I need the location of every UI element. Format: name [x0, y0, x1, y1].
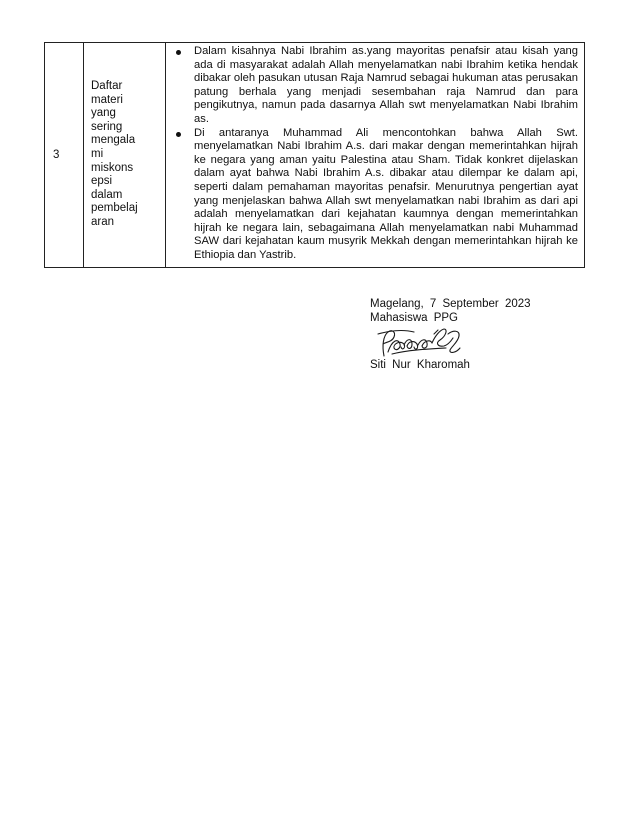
row-number: 3 [45, 43, 84, 268]
content-cell [166, 43, 585, 268]
signer-name: Siti Nur Kharomah [370, 359, 470, 372]
topic-line: mi [91, 147, 104, 160]
signature-block [370, 298, 531, 373]
bullet-icon [176, 50, 181, 55]
bullet-item [172, 127, 578, 263]
place-date: Magelang, 7 September 2023 [370, 298, 531, 310]
bullet-icon [176, 132, 181, 137]
bullet-text: Di antaranya Muhammad Ali mencontohkan bahwa Allah Swt. menyelamatkan Nabi Ibrahim A.s. dari makar dengan memerintahkan hijrah ke negara yang aman yaitu Palestina atau Sham. Tidak konkret dijelaskan dalam ayat bahwa Nabi Ibrahim A.s. dibakar atau dilempar ke dalam api, seperti dalam pemahaman mayoritas penafsir. Menurutnya pengertian ayat yang menjelaskan bahwa Allah swt menyelamatkan nabi Ibrahim as dari api adalah menyelamatkan dari kejahatan kaumnya dengan memerintahkan hijrah ke negara lain, sebagaimana Allah menyelamatkan nabi Muhammad SAW dari kejahatan kaum musyrik Mekkah dengan memerintahkan hijrah ke Ethiopia dan Yastrib. [194, 126, 578, 261]
topic-line: Daftar [91, 79, 123, 92]
topic-line: aran [91, 215, 115, 228]
topic-line: mengala [91, 134, 136, 147]
topic-line: pembelaj [91, 202, 138, 215]
topic-line: yang [91, 107, 116, 120]
topic-cell [84, 43, 166, 268]
topic-line: dalam [91, 188, 123, 201]
topic-line: sering [91, 120, 123, 133]
topic-line: materi [91, 93, 123, 106]
topic-line: epsi [91, 175, 113, 188]
bullet-item [172, 45, 578, 127]
bullet-text: Dalam kisahnya Nabi Ibrahim as.yang mayoritas penafsir atau kisah yang ada di masyarakat adalah Allah menyelamatkan nabi Ibrahim ketika hendak dibakar oleh pasukan utusan Raja Namrud sebagai hukuman atas perusakan patung berhala yang menjadi sesembahan raja Namrud dan para pengikutnya, namun pada dasarnya Allah swt menyelamatkan Nabi Ibrahim as. [194, 45, 578, 125]
table-row [45, 43, 585, 268]
topic-line: miskons [91, 161, 134, 174]
misconception-table [44, 42, 585, 268]
handwritten-signature [374, 326, 466, 359]
signer-role: Mahasiswa PPG [370, 311, 459, 324]
